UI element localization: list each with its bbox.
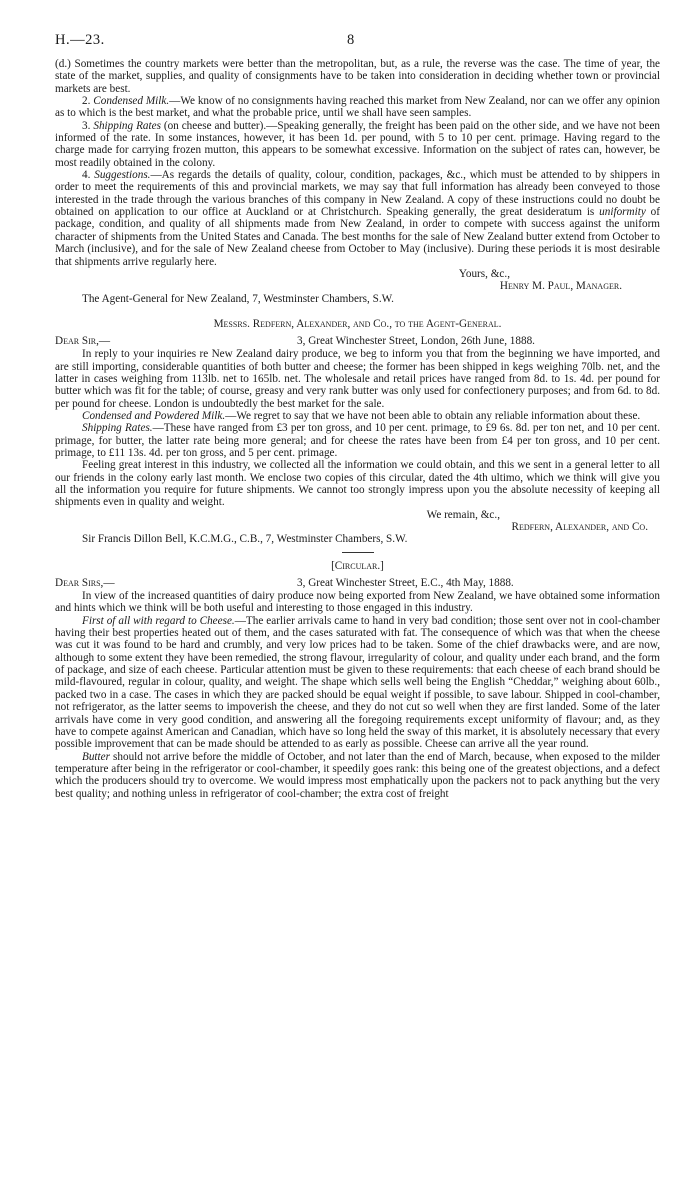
section-title: Shipping Rates. bbox=[82, 422, 153, 435]
paragraph-shipping-rates bbox=[55, 120, 660, 169]
document-body bbox=[55, 58, 660, 800]
paragraph-introduction: In view of the increased quantities of dairy produce now being exported from New Zealand, we have obtained some information and hints which we think will be both useful and interesting to those engaged in this industry. bbox=[55, 590, 660, 615]
salutation-line bbox=[55, 335, 660, 348]
paragraph-butter bbox=[55, 751, 660, 800]
section-title: First of all with regard to Cheese. bbox=[82, 614, 235, 627]
paragraph-condensed-milk bbox=[55, 95, 660, 120]
letter-addressee: Sir Francis Dillon Bell, K.C.M.G., C.B., 7, Westminster Chambers, S.W. bbox=[82, 533, 408, 546]
paragraph-shipping-rates-2 bbox=[55, 422, 660, 459]
paragraph-text: of package, condition, and quality of all shipments made from New Zealand, in order to compete with success against the uniform character of shipments from the United States and Canada. The best months for the sale of New Zealand butter extend from October to March (inclusive), and for the sale of New Zealand cheese from October to May (inclusive). During these periods it is most desirable that shipments arrive regularly here. bbox=[55, 206, 660, 268]
emphasis: uniformity bbox=[599, 206, 646, 219]
salutation: Dear Sir,— bbox=[55, 335, 111, 348]
page-header bbox=[55, 32, 660, 54]
paragraph-number: 3. bbox=[82, 119, 91, 132]
letter-closing: We remain, &c., bbox=[426, 508, 500, 521]
paragraph-text: —The earlier arrivals came to hand in very bad condition; those sent over not in cool-chamber having their best properties heated out of them, and the cases saturated with fat. The consequence of which was that when the cheese was cut it was found to be hard and crumbly, and very low prices had to be taken. Some of the chief drawbacks were, and are now, although to some extent they have been remedied, the strong flavour, irregularity of colour, and quality under each brand, and the form of package, and size of each cheese. Particular attention must be given to these requirements: that each cheese of each brand should be mild-flavoured, regular in colour, quality, and weight. The shape which sells well being the English “Cheddar,” weighing about 60lb., packed two in a case. The cases in which they are packed should be equal weight if possible, to save labour. Shipped in cool-chamber, not refrigerator, as the latter seems to impoverish the cheese, and they do not cut so well when they are first landed. Some of the later arrivals have come in very good condition, and answering all the foregoing requirements except uniformity of flavour; and, as they have to compete against American and Canadian, which have so long held the sway of this market, it is absolutely necessary that every possible improvement that can be made should be attended to as early as possible. Cheese can arrive all the year round. bbox=[55, 614, 660, 751]
address-date: 3, Great Winchester Street, London, 26th June, 1888. bbox=[297, 335, 535, 348]
paragraph-reply: In reply to your inquiries re New Zealand dairy produce, we beg to inform you that from the beginning we have imported, and are still importing, considerable quantities of both butter and cheese; the former has been shipped in kegs weighing 70lb. net, and the latter in cases weighing from 113lb. net to 165lb. net. The wholesale and retail prices have ranged from 8d. to 1s. 4d. per pound for butter which was fit for the table; of course, greasy and very rank butter was only used for confectionery purposes; and from 6d. to 8d. per pound for cheese. London is undoubtedly the best market for the sale. bbox=[55, 348, 660, 410]
section-title: Condensed and Powdered Milk. bbox=[82, 409, 226, 422]
salutation-line bbox=[55, 577, 660, 590]
salutation: Dear Sirs,— bbox=[55, 577, 115, 590]
paragraph-suggestions bbox=[55, 169, 660, 268]
section-title: Condensed Milk. bbox=[93, 95, 170, 108]
paragraph-text: —As regards the details of quality, colour, condition, packages, &c., which must be attended to by shippers in order to meet the requirements of this and provincial markets, we may say that full information has already been conveyed to those interested in the trade through the various branches of this company in New Zealand. A copy of these instructions could no doubt be obtained on application to our office at Auckland or at Christchurch. Speaking generally, the great desideratum is bbox=[55, 169, 660, 219]
paragraph-number: 4. bbox=[82, 169, 91, 182]
paragraph-text: —These have ranged from £3 per ton gross, and 10 per cent. primage, to £9 6s. 8d. per ton net, and 10 per cent. primage, for butter, the latter rate being more general; and for cheese the rates have been from £4 per ton gross, and 10 per cent. primage, to £11 13s. 4d. per ton gross, and 5 per cent. primage. bbox=[55, 422, 660, 459]
paragraph-cheese bbox=[55, 615, 660, 751]
paragraph-condensed-powdered-milk bbox=[55, 410, 660, 422]
letter-closing: Yours, &c., bbox=[458, 267, 510, 280]
section-title: Butter bbox=[82, 750, 110, 763]
paragraph-text: (on cheese and butter).—Speaking generally, the freight has been paid on the other side, and we have not been informed of the rate. In some instances, however, it has been 1d. per pound, with 5 to 10 per cent. primage. Having regard to the charge made for carrying frozen mutton, this appears to be somewhat excessive. Information on the subject of rates can, however, be most readily obtained in the colony. bbox=[55, 119, 660, 169]
page-number: 8 bbox=[347, 32, 355, 48]
circular-heading: [Circular.] bbox=[331, 559, 384, 572]
report-reference: H.—23. bbox=[55, 32, 105, 48]
letter-signature: Henry M. Paul, Manager. bbox=[499, 280, 622, 293]
letter-heading: Messrs. Redfern, Alexander, and Co., to the Agent-General. bbox=[213, 317, 502, 330]
letter-signature: Redfern, Alexander, and Co. bbox=[511, 521, 648, 534]
paragraph-number: 2. bbox=[82, 95, 91, 108]
section-divider bbox=[342, 552, 374, 553]
paragraph-d: (d.) Sometimes the country markets were better than the metropolitan, but, as a rule, the reverse was the case. The time of year, the state of the market, supplies, and quality of consignments have to be taken into consideration in deciding whether town or provincial markets are best. bbox=[55, 58, 660, 95]
paragraph-circular-note: Feeling great interest in this industry, we collected all the information we could obtain, and this we sent in a general letter to all our friends in the colony early last month. We enclose two copies of this circular, dated the 4th ultimo, which we think will give you all the information you require for future shipments. We cannot too strongly impress upon you the absolute necessity of keeping all shipments even in quality and weight. bbox=[55, 459, 660, 509]
section-title: Shipping Rates bbox=[93, 119, 161, 132]
paragraph-text: —We know of no consignments having reached this market from New Zealand, nor can we offer any opinion as to which is the best market, and what the probable price, until we shall have seen samples. bbox=[55, 95, 661, 120]
paragraph-text: should not arrive before the middle of October, and not later than the end of March, because, when exposed to the milder temperature after being in the refrigerator or cool-chamber, it speedily goes rank: this being one of the greatest objections, and a defect which the producers should try to overcome. We would impress most emphatically upon the packers not to pack anything but the very best quality; and nothing unless in refrigerator of cool-chamber; the extra cost of freight bbox=[55, 750, 660, 800]
paragraph-text: —We regret to say that we have not been able to obtain any reliable information about these. bbox=[225, 409, 641, 422]
section-title: Suggestions. bbox=[94, 169, 151, 182]
letter-addressee: The Agent-General for New Zealand, 7, Westminster Chambers, S.W. bbox=[82, 292, 394, 305]
address-date: 3, Great Winchester Street, E.C., 4th May, 1888. bbox=[297, 577, 514, 590]
